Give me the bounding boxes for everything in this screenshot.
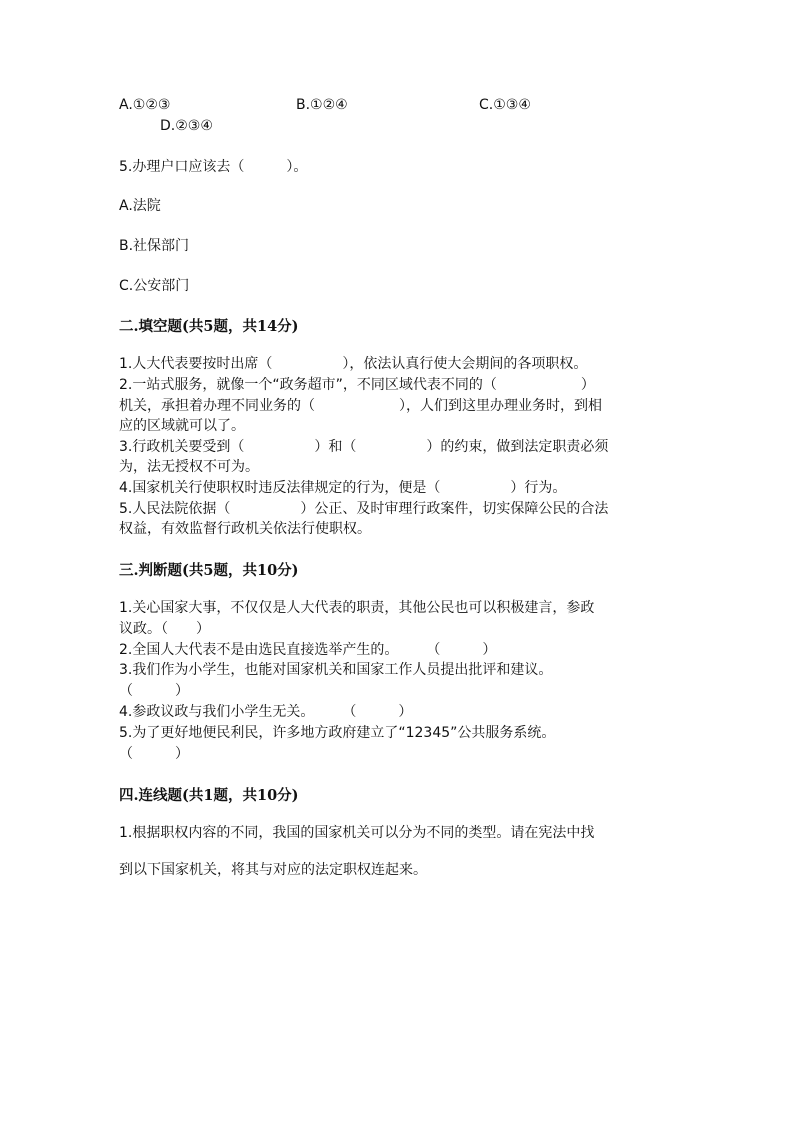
- section3-heading: 三.判断题(共5题，共10分): [119, 562, 299, 579]
- section3-line: （ ）: [119, 746, 189, 762]
- section3-line: 2.全国人大代表不是由选民直接选举产生的。 （ ）: [119, 642, 497, 658]
- section2-line: 应的区域就可以了。: [119, 418, 245, 434]
- section2-heading: 二.填空题(共5题，共14分): [119, 318, 299, 335]
- section2-line: 4.国家机关行使职权时违反法律规定的行为，便是（ ）行为。: [119, 480, 567, 496]
- section3-line: 1.关心国家大事，不仅仅是人大代表的职责，其他公民也可以积极建言，参政: [119, 600, 595, 616]
- q5-option-c: C.公安部门: [119, 278, 190, 294]
- option-c: C.①③④: [479, 97, 531, 113]
- section2-line: 2.一站式服务，就像一个“政务超市”，不同区域代表不同的（ ）: [119, 377, 595, 393]
- section2-line: 1.人大代表要按时出席（ ），依法认真行使大会期间的各项职权。: [119, 356, 588, 372]
- section3-line: 3.我们作为小学生，也能对国家机关和国家工作人员提出批评和建议。: [119, 662, 553, 678]
- option-d: D.②③④: [160, 118, 213, 134]
- section4-line: 到以下国家机关，将其与对应的法定职权连起来。: [119, 862, 427, 878]
- section3-line: 议政。（ ）: [119, 621, 210, 637]
- section2-line: 为，法无授权不可为。: [119, 459, 259, 475]
- q5-stem: 5.办理户口应该去（ ）。: [119, 159, 308, 175]
- section3-line: （ ）: [119, 683, 189, 699]
- option-a: A.①②③: [119, 97, 171, 113]
- section2-line: 5.人民法院依据（ ）公正、及时审理行政案件，切实保障公民的合法: [119, 501, 609, 517]
- section2-line: 3.行政机关要受到（ ）和（ ）的约束，做到法定职责必须: [119, 439, 609, 455]
- section2-line: 机关，承担着办理不同业务的（ ），人们到这里办理业务时，到相: [119, 398, 602, 414]
- section4-line: 1.根据职权内容的不同，我国的国家机关可以分为不同的类型。请在宪法中找: [119, 825, 595, 841]
- q5-option-b: B.社保部门: [119, 238, 190, 254]
- section2-line: 权益，有效监督行政机关依法行使职权。: [119, 521, 371, 537]
- q5-option-a: A.法院: [119, 198, 161, 214]
- section4-heading: 四.连线题(共1题，共10分): [119, 787, 299, 804]
- section3-line: 4.参政议政与我们小学生无关。 （ ）: [119, 704, 413, 720]
- section3-line: 5.为了更好地便民利民，许多地方政府建立了“12345”公共服务系统。: [119, 725, 556, 741]
- option-b: B.①②④: [296, 97, 348, 113]
